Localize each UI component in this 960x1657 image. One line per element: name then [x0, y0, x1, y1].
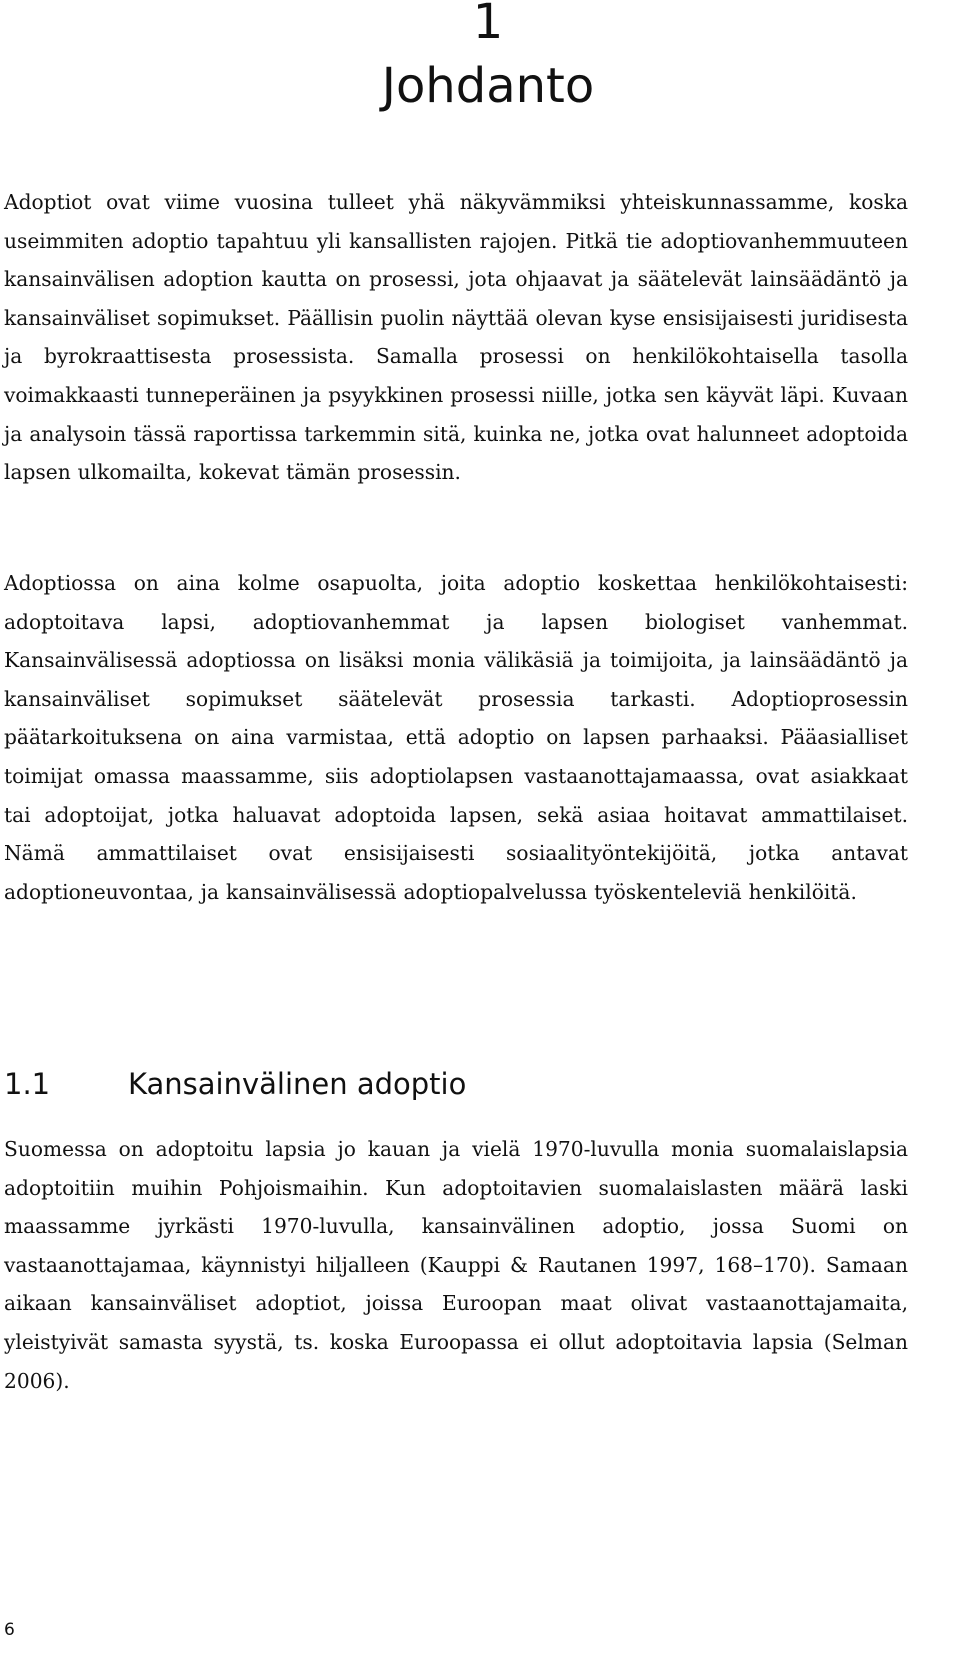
chapter-title-text: Johdanto [381, 58, 595, 114]
section-paragraph: Suomessa on adoptoitu lapsia jo kauan ja vielä 1970-luvulla monia suomalaislapsia adoptoitiin muihin Pohjoismaihin. Kun adoptoitavien suomalaislasten määrä laski maassamme jyrkästi 1970-luvulla, kansainvälinen adoptio, jossa Suomi on vastaanottajamaa, käynnistyi hiljalleen (Kauppi & Rautanen 1997, 168–170). Samaan aikaan kansainväliset adoptiot, joissa Euroopan maat olivat vastaanottajamaita, yleistyivät samasta syystä, ts. koska Euroopassa ei ollut adoptoitavia lapsia (Selman 2006). [4, 1137, 908, 1393]
body-paragraph-1: Adoptiot ovat viime vuosina tulleet yhä näkyvämmiksi yhteiskunnassamme, koska useimmiten adoptio tapahtuu yli kansallisten rajojen. Pitkä tie adoptiovanhemmuuteen kansainvälisen adoption kautta on prosessi, jota ohjaavat ja säätelevät lainsäädäntö ja kansainväliset sopimukset. Päällisin puolin näyttää olevan kyse ensisijaisesti juridisesta ja byrokraattisesta prosessista. Samalla prosessi on henkilökohtaisella tasolla voimakkaasti tunneperäinen ja psyykkinen prosessi niille, jotka sen käyvät läpi. Kuvaan ja analysoin tässä raportissa tarkemmin sitä, kuinka ne, jotka ovat halunneet adoptoida lapsen ulkomailta, kokevat tämän prosessin. [4, 190, 908, 485]
chapter-number-text: 1 [472, 0, 504, 50]
body-paragraph-2: Adoptiossa on aina kolme osapuolta, joita adoptio koskettaa henkilökohtaisesti: adoptoitava lapsi, adoptiovanhemmat ja lapsen biologiset vanhemmat. Kansainvälisessä adoptiossa on lisäksi monia välikäsiä ja toimijoita, ja lainsäädäntö ja kansainväliset sopimukset säätelevät prosessia tarkasti. Adoptioprosessin päätarkoituksena on aina varmistaa, että adoptio on lapsen parhaaksi. Pääasialliset toimijat omassa maassamme, siis adoptiolapsen vastaanottajamaassa, ovat asiakkaat tai adoptoijat, jotka haluavat adoptoida lapsen, sekä asiaa hoitavat ammattilaiset. Nämä ammattilaiset ovat ensisijaisesti sosiaalityöntekijöitä, jotka antavat adoptioneuvontaa, ja kansainvälisessä adoptiopalvelussa työskenteleviä henkilöitä. [4, 571, 908, 904]
section-heading [4, 1064, 466, 1104]
chapter-number [0, 0, 960, 52]
page-number: 6 [4, 1620, 15, 1640]
section-number: 1.1 [4, 1067, 51, 1101]
chapter-title [0, 56, 960, 116]
section-title: Kansainvälinen adoptio [128, 1067, 467, 1101]
